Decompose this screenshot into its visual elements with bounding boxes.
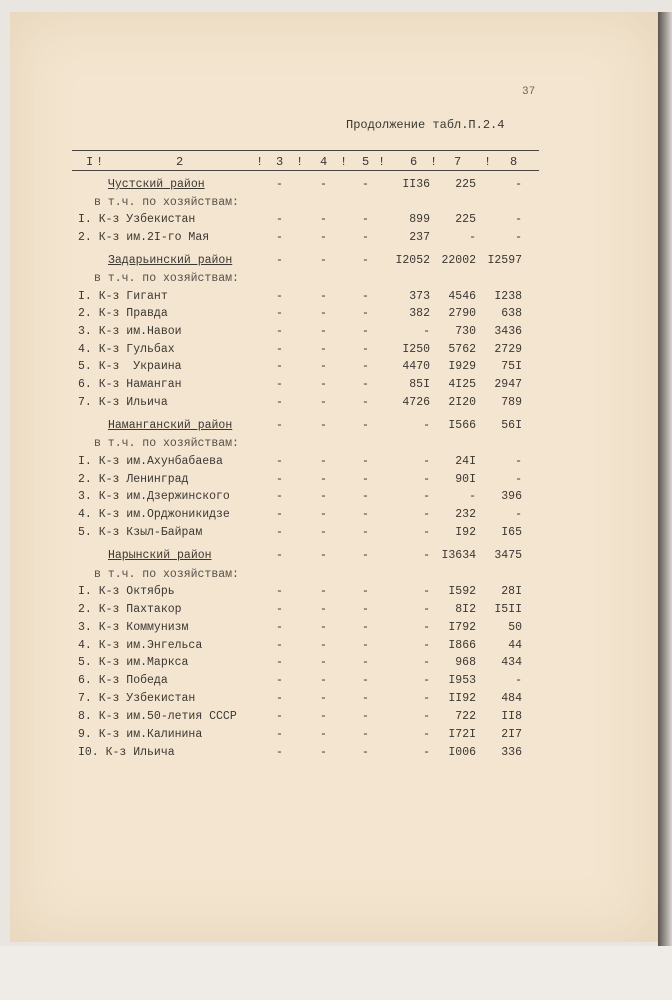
cell-col-4: - bbox=[320, 728, 327, 741]
subheading-row bbox=[0, 272, 672, 289]
subheading: в т.ч. по хозяйствам: bbox=[94, 196, 239, 209]
cell-col-8: - bbox=[515, 213, 522, 226]
cell-col-4: - bbox=[320, 378, 327, 391]
cell-col-4: - bbox=[320, 360, 327, 373]
farm-name: I. К-з Гигант bbox=[78, 290, 168, 303]
cell-col-5: - bbox=[362, 692, 369, 705]
table-top-rule bbox=[72, 150, 539, 151]
cell-col-5: - bbox=[362, 674, 369, 687]
cell-col-8: 2947 bbox=[494, 378, 522, 391]
col-sep: ! bbox=[256, 155, 264, 169]
cell-col-7: I006 bbox=[448, 746, 476, 759]
district-row bbox=[0, 419, 672, 436]
cell-col-8: 3436 bbox=[494, 325, 522, 338]
district-row bbox=[0, 549, 672, 566]
table-row bbox=[0, 360, 672, 377]
col-header-5: 5 bbox=[362, 155, 370, 169]
table-row bbox=[0, 213, 672, 230]
table-row bbox=[0, 290, 672, 307]
cell-col-6: - bbox=[423, 549, 430, 562]
table-row bbox=[0, 728, 672, 745]
cell-col-8: 75I bbox=[501, 360, 522, 373]
cell-col-8: 789 bbox=[501, 396, 522, 409]
cell-col-6: - bbox=[423, 656, 430, 669]
cell-col-6: - bbox=[423, 508, 430, 521]
cell-col-4: - bbox=[320, 213, 327, 226]
farm-name: 2. К-з Ленинград bbox=[78, 473, 189, 486]
cell-col-7: 968 bbox=[455, 656, 476, 669]
col-header-4: 4 bbox=[320, 155, 328, 169]
subheading: в т.ч. по хозяйствам: bbox=[94, 272, 239, 285]
cell-col-6: - bbox=[423, 710, 430, 723]
cell-col-8: - bbox=[515, 473, 522, 486]
cell-col-7: 2I20 bbox=[448, 396, 476, 409]
cell-col-4: - bbox=[320, 490, 327, 503]
cell-col-7: - bbox=[469, 490, 476, 503]
cell-col-6: - bbox=[423, 639, 430, 652]
cell-col-5: - bbox=[362, 728, 369, 741]
cell-col-5: - bbox=[362, 231, 369, 244]
col-header-8: 8 bbox=[510, 155, 518, 169]
table-row bbox=[0, 603, 672, 620]
table-row bbox=[0, 307, 672, 324]
cell-col-8: 336 bbox=[501, 746, 522, 759]
cell-col-3: - bbox=[276, 290, 283, 303]
cell-col-4: - bbox=[320, 473, 327, 486]
cell-col-4: - bbox=[320, 307, 327, 320]
cell-col-5: - bbox=[362, 419, 369, 432]
cell-col-6: - bbox=[423, 674, 430, 687]
cell-col-8: 44 bbox=[508, 639, 522, 652]
table-row bbox=[0, 490, 672, 507]
cell-col-4: - bbox=[320, 325, 327, 338]
subheading: в т.ч. по хозяйствам: bbox=[94, 568, 239, 581]
cell-col-3: - bbox=[276, 254, 283, 267]
cell-col-7: - bbox=[469, 231, 476, 244]
cell-col-3: - bbox=[276, 178, 283, 191]
cell-col-3: - bbox=[276, 473, 283, 486]
cell-col-3: - bbox=[276, 378, 283, 391]
cell-col-8: 396 bbox=[501, 490, 522, 503]
cell-col-3: - bbox=[276, 343, 283, 356]
farm-name: 4. К-з Гульбах bbox=[78, 343, 175, 356]
cell-col-7: 5762 bbox=[448, 343, 476, 356]
cell-col-7: 730 bbox=[455, 325, 476, 338]
table-row bbox=[0, 473, 672, 490]
cell-col-6: - bbox=[423, 603, 430, 616]
cell-col-3: - bbox=[276, 307, 283, 320]
subheading-row bbox=[0, 568, 672, 585]
cell-col-6: - bbox=[423, 473, 430, 486]
cell-col-7: 8I2 bbox=[455, 603, 476, 616]
cell-col-6: - bbox=[423, 692, 430, 705]
cell-col-4: - bbox=[320, 710, 327, 723]
col-sep: ! bbox=[378, 155, 386, 169]
cell-col-8: II8 bbox=[501, 710, 522, 723]
farm-name: I. К-з им.Ахунбабаева bbox=[78, 455, 223, 468]
cell-col-7: 22002 bbox=[441, 254, 476, 267]
farm-name: 4. К-з им.Энгельса bbox=[78, 639, 203, 652]
district-row bbox=[0, 254, 672, 271]
cell-col-4: - bbox=[320, 254, 327, 267]
cell-col-4: - bbox=[320, 656, 327, 669]
cell-col-3: - bbox=[276, 639, 283, 652]
cell-col-6: - bbox=[423, 490, 430, 503]
cell-col-7: 24I bbox=[455, 455, 476, 468]
farm-name: 6. К-з Наманган bbox=[78, 378, 182, 391]
farm-name: 5. К-з Украина bbox=[78, 360, 182, 373]
table-row bbox=[0, 455, 672, 472]
farm-name: 2. К-з им.2I-го Мая bbox=[78, 231, 210, 244]
cell-col-8: - bbox=[515, 231, 522, 244]
col-sep: ! bbox=[96, 155, 104, 169]
cell-col-8: I65 bbox=[501, 526, 522, 539]
cell-col-6: - bbox=[423, 325, 430, 338]
cell-col-3: - bbox=[276, 508, 283, 521]
farm-name: 3. К-з им.Дзержинского bbox=[78, 490, 230, 503]
cell-col-7: I3634 bbox=[441, 549, 476, 562]
col-sep: ! bbox=[340, 155, 348, 169]
cell-col-6: I2052 bbox=[395, 254, 430, 267]
farm-name: 8. К-з им.50-летия СССР bbox=[78, 710, 237, 723]
cell-col-3: - bbox=[276, 656, 283, 669]
farm-name: 7. К-з Узбекистан bbox=[78, 692, 196, 705]
cell-col-7: I866 bbox=[448, 639, 476, 652]
cell-col-5: - bbox=[362, 307, 369, 320]
table-row bbox=[0, 231, 672, 248]
cell-col-8: 484 bbox=[501, 692, 522, 705]
district-name: Задарьинский район bbox=[108, 254, 233, 267]
cell-col-8: - bbox=[515, 674, 522, 687]
table-caption: Продолжение табл.П.2.4 bbox=[346, 118, 505, 132]
col-header-6: 6 bbox=[410, 155, 418, 169]
farm-name: 3. К-з им.Навои bbox=[78, 325, 182, 338]
district-row bbox=[0, 178, 672, 195]
cell-col-3: - bbox=[276, 746, 283, 759]
cell-col-5: - bbox=[362, 290, 369, 303]
cell-col-4: - bbox=[320, 639, 327, 652]
cell-col-5: - bbox=[362, 325, 369, 338]
cell-col-7: I592 bbox=[448, 585, 476, 598]
cell-col-3: - bbox=[276, 455, 283, 468]
table-row bbox=[0, 526, 672, 543]
cell-col-7: I792 bbox=[448, 621, 476, 634]
cell-col-8: - bbox=[515, 508, 522, 521]
table-row bbox=[0, 746, 672, 763]
table-row bbox=[0, 710, 672, 727]
cell-col-8: 2I7 bbox=[501, 728, 522, 741]
farm-name: I. К-з Узбекистан bbox=[78, 213, 196, 226]
cell-col-4: - bbox=[320, 621, 327, 634]
col-header-1: I bbox=[86, 155, 94, 169]
cell-col-8: 2729 bbox=[494, 343, 522, 356]
table-row bbox=[0, 692, 672, 709]
cell-col-5: - bbox=[362, 656, 369, 669]
cell-col-6: 373 bbox=[409, 290, 430, 303]
cell-col-3: - bbox=[276, 674, 283, 687]
farm-name: I. К-з Октябрь bbox=[78, 585, 175, 598]
col-header-3: 3 bbox=[276, 155, 284, 169]
cell-col-8: - bbox=[515, 455, 522, 468]
table-row bbox=[0, 674, 672, 691]
cell-col-5: - bbox=[362, 360, 369, 373]
cell-col-5: - bbox=[362, 526, 369, 539]
cell-col-8: 638 bbox=[501, 307, 522, 320]
cell-col-6: - bbox=[423, 526, 430, 539]
table-row bbox=[0, 508, 672, 525]
farm-name: 7. К-з Ильича bbox=[78, 396, 168, 409]
cell-col-7: 225 bbox=[455, 178, 476, 191]
cell-col-4: - bbox=[320, 455, 327, 468]
cell-col-5: - bbox=[362, 710, 369, 723]
cell-col-5: - bbox=[362, 585, 369, 598]
cell-col-4: - bbox=[320, 674, 327, 687]
cell-col-8: 3475 bbox=[494, 549, 522, 562]
cell-col-3: - bbox=[276, 549, 283, 562]
cell-col-6: - bbox=[423, 746, 430, 759]
cell-col-5: - bbox=[362, 490, 369, 503]
cell-col-6: 4470 bbox=[402, 360, 430, 373]
cell-col-7: 4546 bbox=[448, 290, 476, 303]
cell-col-6: - bbox=[423, 419, 430, 432]
cell-col-4: - bbox=[320, 396, 327, 409]
farm-name: 5. К-з Кзыл-Байрам bbox=[78, 526, 203, 539]
cell-col-7: II92 bbox=[448, 692, 476, 705]
col-sep: ! bbox=[296, 155, 304, 169]
cell-col-7: I72I bbox=[448, 728, 476, 741]
subheading-row bbox=[0, 437, 672, 454]
cell-col-5: - bbox=[362, 639, 369, 652]
table-row bbox=[0, 639, 672, 656]
farm-name: 2. К-з Правда bbox=[78, 307, 168, 320]
district-name: Нарынский район bbox=[108, 549, 212, 562]
cell-col-8: I5II bbox=[494, 603, 522, 616]
table-row bbox=[0, 585, 672, 602]
cell-col-4: - bbox=[320, 585, 327, 598]
cell-col-3: - bbox=[276, 360, 283, 373]
cell-col-5: - bbox=[362, 549, 369, 562]
cell-col-3: - bbox=[276, 490, 283, 503]
col-sep: ! bbox=[430, 155, 438, 169]
cell-col-6: 237 bbox=[409, 231, 430, 244]
cell-col-3: - bbox=[276, 621, 283, 634]
cell-col-7: 232 bbox=[455, 508, 476, 521]
cell-col-6: 382 bbox=[409, 307, 430, 320]
farm-name: 9. К-з им.Калинина bbox=[78, 728, 203, 741]
cell-col-3: - bbox=[276, 728, 283, 741]
cell-col-6: 85I bbox=[409, 378, 430, 391]
cell-col-4: - bbox=[320, 549, 327, 562]
col-sep: ! bbox=[484, 155, 492, 169]
cell-col-3: - bbox=[276, 585, 283, 598]
cell-col-4: - bbox=[320, 508, 327, 521]
cell-col-5: - bbox=[362, 473, 369, 486]
table-row bbox=[0, 378, 672, 395]
district-name: Чустский район bbox=[108, 178, 205, 191]
cell-col-6: I250 bbox=[402, 343, 430, 356]
farm-name: 3. К-з Коммунизм bbox=[78, 621, 189, 634]
cell-col-7: 722 bbox=[455, 710, 476, 723]
cell-col-7: I953 bbox=[448, 674, 476, 687]
cell-col-5: - bbox=[362, 746, 369, 759]
cell-col-4: - bbox=[320, 603, 327, 616]
cell-col-7: I92 bbox=[455, 526, 476, 539]
page-number: 37 bbox=[522, 86, 536, 98]
table-row bbox=[0, 343, 672, 360]
farm-name: 2. К-з Пахтакор bbox=[78, 603, 182, 616]
subheading: в т.ч. по хозяйствам: bbox=[94, 437, 239, 450]
cell-col-8: 28I bbox=[501, 585, 522, 598]
cell-col-6: - bbox=[423, 585, 430, 598]
cell-col-4: - bbox=[320, 419, 327, 432]
cell-col-5: - bbox=[362, 455, 369, 468]
cell-col-5: - bbox=[362, 603, 369, 616]
cell-col-8: 434 bbox=[501, 656, 522, 669]
cell-col-6: - bbox=[423, 455, 430, 468]
cell-col-8: 56I bbox=[501, 419, 522, 432]
cell-col-4: - bbox=[320, 290, 327, 303]
farm-name: 6. К-з Победа bbox=[78, 674, 168, 687]
cell-col-3: - bbox=[276, 396, 283, 409]
cell-col-5: - bbox=[362, 254, 369, 267]
cell-col-6: II36 bbox=[402, 178, 430, 191]
cell-col-3: - bbox=[276, 692, 283, 705]
cell-col-4: - bbox=[320, 343, 327, 356]
cell-col-5: - bbox=[362, 621, 369, 634]
cell-col-7: 90I bbox=[455, 473, 476, 486]
cell-col-7: I929 bbox=[448, 360, 476, 373]
cell-col-3: - bbox=[276, 710, 283, 723]
farm-name: 5. К-з им.Маркса bbox=[78, 656, 189, 669]
cell-col-6: 4726 bbox=[402, 396, 430, 409]
cell-col-6: - bbox=[423, 728, 430, 741]
cell-col-6: - bbox=[423, 621, 430, 634]
farm-name: 4. К-з им.Орджоникидзе bbox=[78, 508, 230, 521]
col-header-2: 2 bbox=[176, 155, 184, 169]
cell-col-7: 2790 bbox=[448, 307, 476, 320]
cell-col-5: - bbox=[362, 396, 369, 409]
cell-col-8: - bbox=[515, 178, 522, 191]
table-row bbox=[0, 621, 672, 638]
scan-background bbox=[0, 946, 672, 1000]
cell-col-8: I238 bbox=[494, 290, 522, 303]
cell-col-4: - bbox=[320, 178, 327, 191]
subheading-row bbox=[0, 196, 672, 213]
cell-col-4: - bbox=[320, 692, 327, 705]
cell-col-5: - bbox=[362, 213, 369, 226]
cell-col-5: - bbox=[362, 378, 369, 391]
cell-col-7: 4I25 bbox=[448, 378, 476, 391]
table-header-rule bbox=[72, 170, 539, 171]
cell-col-3: - bbox=[276, 603, 283, 616]
district-name: Наманганский район bbox=[108, 419, 233, 432]
cell-col-7: 225 bbox=[455, 213, 476, 226]
cell-col-3: - bbox=[276, 526, 283, 539]
cell-col-5: - bbox=[362, 508, 369, 521]
cell-col-5: - bbox=[362, 343, 369, 356]
cell-col-3: - bbox=[276, 231, 283, 244]
col-header-7: 7 bbox=[454, 155, 462, 169]
cell-col-4: - bbox=[320, 746, 327, 759]
cell-col-8: I2597 bbox=[487, 254, 522, 267]
farm-name: I0. К-з Ильича bbox=[78, 746, 175, 759]
cell-col-3: - bbox=[276, 213, 283, 226]
table-row bbox=[0, 396, 672, 413]
cell-col-4: - bbox=[320, 231, 327, 244]
cell-col-5: - bbox=[362, 178, 369, 191]
cell-col-4: - bbox=[320, 526, 327, 539]
cell-col-7: I566 bbox=[448, 419, 476, 432]
cell-col-6: 899 bbox=[409, 213, 430, 226]
table-row bbox=[0, 325, 672, 342]
cell-col-8: 50 bbox=[508, 621, 522, 634]
cell-col-3: - bbox=[276, 325, 283, 338]
table-row bbox=[0, 656, 672, 673]
cell-col-3: - bbox=[276, 419, 283, 432]
